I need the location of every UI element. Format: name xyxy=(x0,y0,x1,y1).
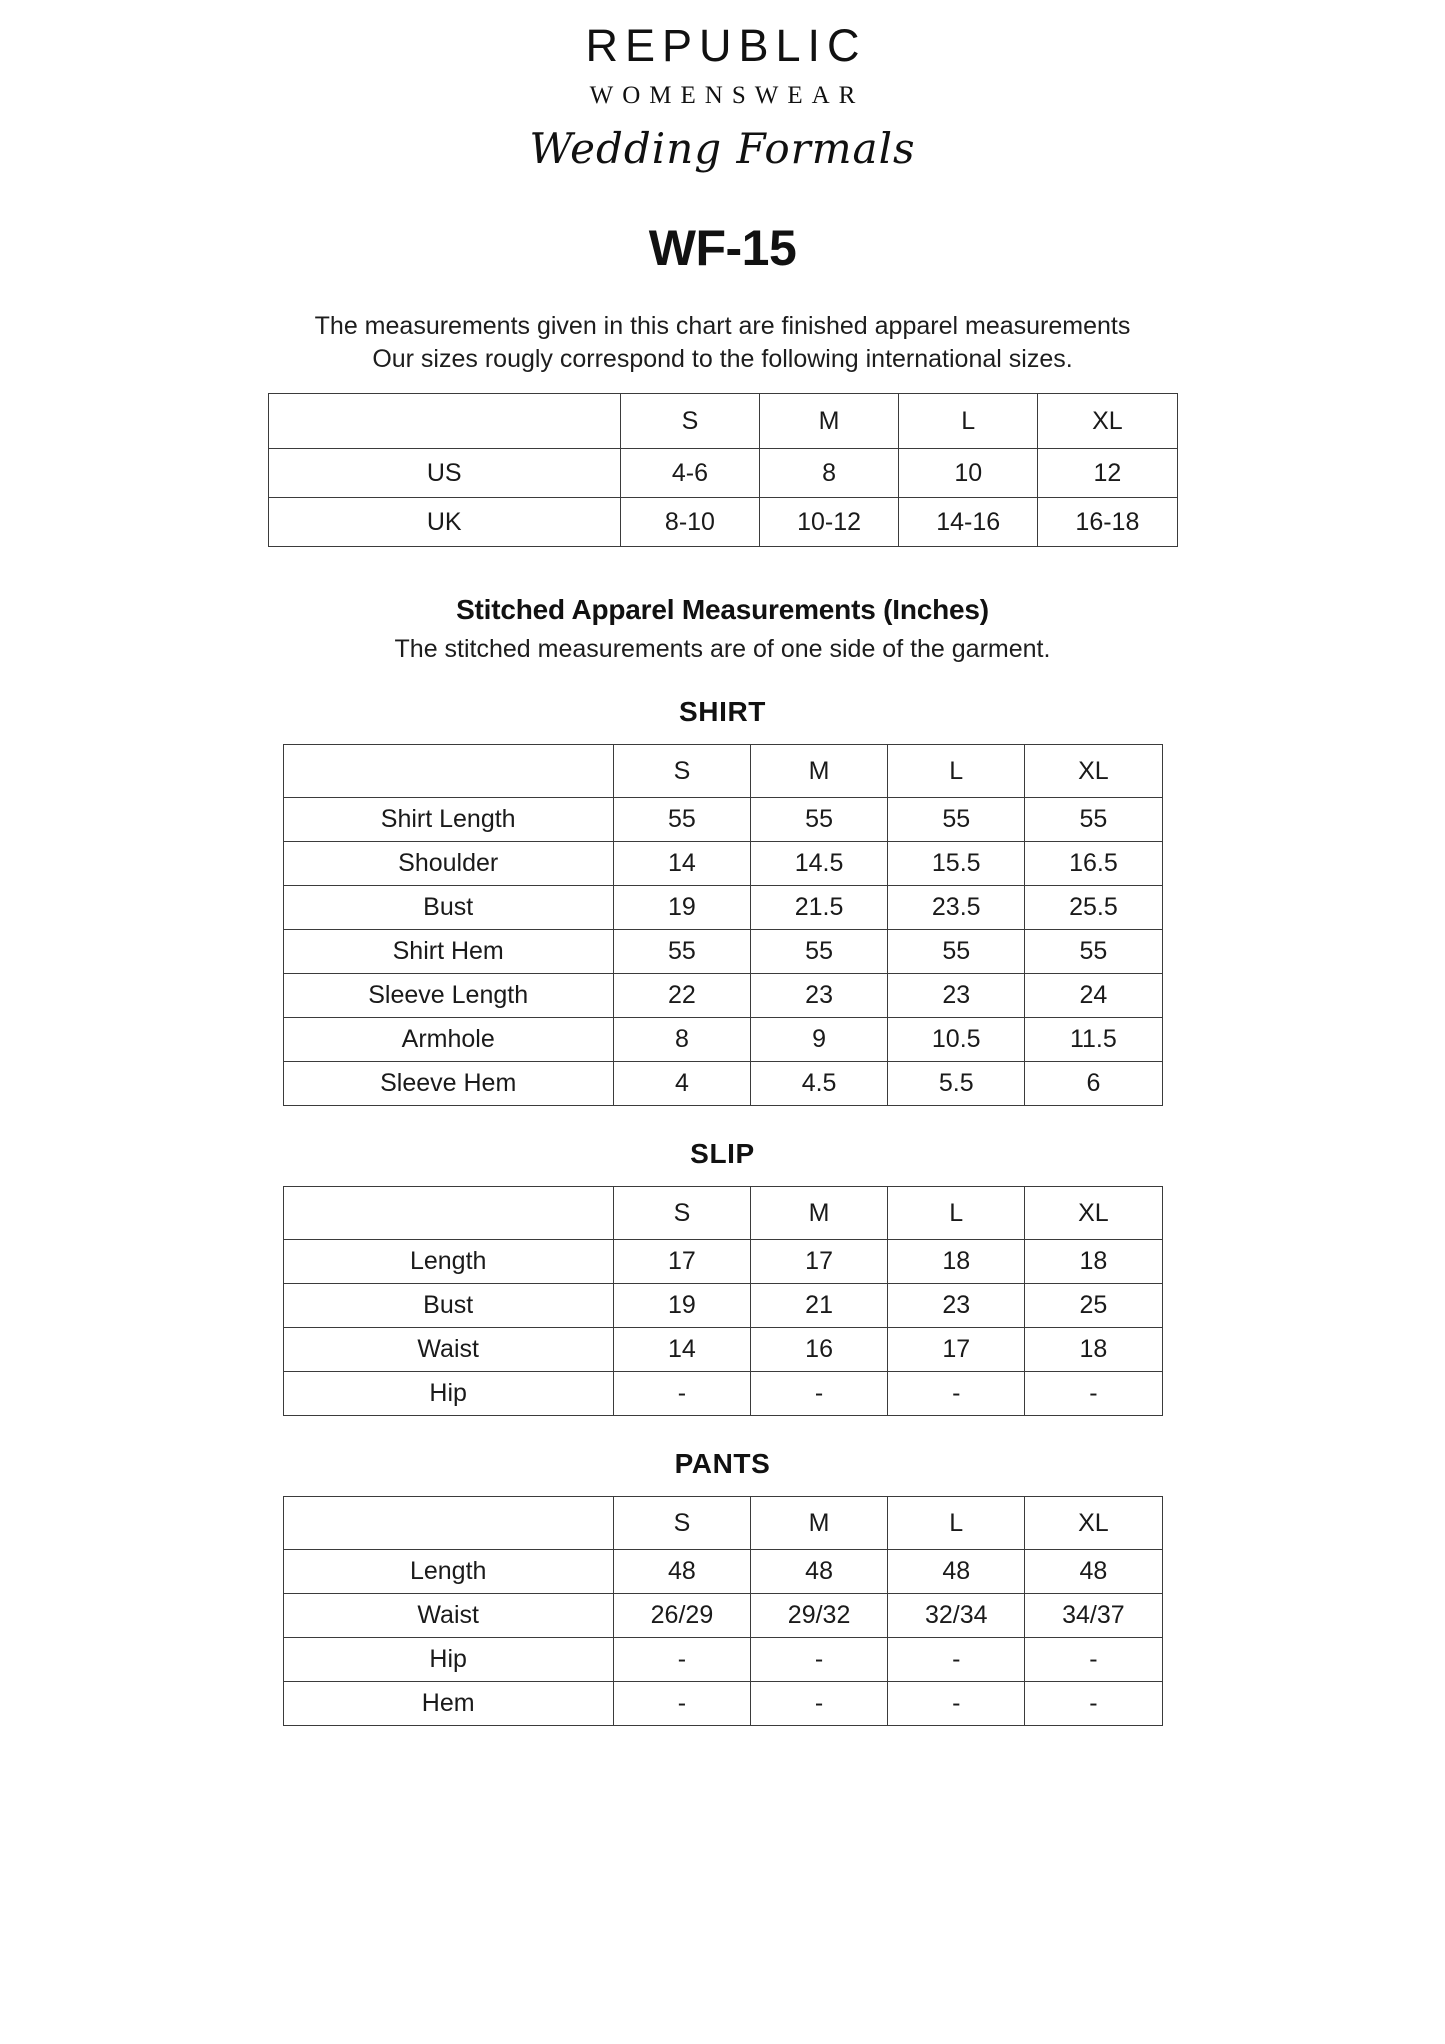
cell-length-m: 17 xyxy=(751,1240,888,1284)
header-cell-s: S xyxy=(613,745,750,798)
header-cell-m: M xyxy=(760,394,899,449)
cell-length-s: 48 xyxy=(613,1550,750,1594)
table-row xyxy=(283,1638,1162,1682)
brand-subtitle: WOMENSWEAR xyxy=(589,82,865,110)
table-row xyxy=(283,930,1162,974)
row-label-shirt-hem: Shirt Hem xyxy=(283,930,613,974)
cell-armhole-xl: 11.5 xyxy=(1025,1018,1162,1062)
cell-waist-m: 29/32 xyxy=(751,1594,888,1638)
cell-waist-xl: 18 xyxy=(1025,1328,1162,1372)
cell-armhole-s: 8 xyxy=(613,1018,750,1062)
international-sizes-table xyxy=(268,393,1178,547)
cell-shirt-hem-l: 55 xyxy=(888,930,1025,974)
cell-us-m: 8 xyxy=(760,449,899,498)
cell-armhole-m: 9 xyxy=(751,1018,888,1062)
row-label-waist: Waist xyxy=(283,1328,613,1372)
cell-hip-l: - xyxy=(888,1638,1025,1682)
row-label-armhole: Armhole xyxy=(283,1018,613,1062)
brand-header xyxy=(0,0,1445,173)
cell-bust-l: 23.5 xyxy=(888,886,1025,930)
cell-sleeve-hem-s: 4 xyxy=(613,1062,750,1106)
header-cell-s: S xyxy=(620,394,759,449)
cell-shirt-length-s: 55 xyxy=(613,798,750,842)
table-row xyxy=(283,798,1162,842)
table-header-row xyxy=(283,1187,1162,1240)
intro-line-1: The measurements given in this chart are finished apparel measurements xyxy=(314,312,1131,341)
header-cell-l: L xyxy=(888,1497,1025,1550)
garment-title-pants: PANTS xyxy=(674,1448,771,1480)
header-cell-blank xyxy=(283,1187,613,1240)
shirt-measurements-table xyxy=(283,744,1163,1106)
cell-hip-m: - xyxy=(751,1372,888,1416)
header-cell-blank xyxy=(283,745,613,798)
cell-length-m: 48 xyxy=(751,1550,888,1594)
header-cell-xl: XL xyxy=(1025,745,1162,798)
cell-hip-m: - xyxy=(751,1638,888,1682)
table-row xyxy=(283,1240,1162,1284)
cell-waist-l: 32/34 xyxy=(888,1594,1025,1638)
header-cell-s: S xyxy=(613,1497,750,1550)
table-row xyxy=(283,1550,1162,1594)
page-bottom-spacer xyxy=(0,1726,1445,1736)
cell-hip-l: - xyxy=(888,1372,1025,1416)
cell-sleeve-length-s: 22 xyxy=(613,974,750,1018)
cell-length-xl: 48 xyxy=(1025,1550,1162,1594)
header-cell-xl: XL xyxy=(1025,1187,1162,1240)
intro-text xyxy=(173,310,1273,375)
cell-waist-s: 14 xyxy=(613,1328,750,1372)
cell-us-l: 10 xyxy=(899,449,1038,498)
row-label-us: US xyxy=(268,449,620,498)
cell-shoulder-s: 14 xyxy=(613,842,750,886)
row-label-bust: Bust xyxy=(283,1284,613,1328)
cell-sleeve-hem-m: 4.5 xyxy=(751,1062,888,1106)
cell-sleeve-length-m: 23 xyxy=(751,974,888,1018)
cell-bust-m: 21 xyxy=(751,1284,888,1328)
header-cell-xl: XL xyxy=(1038,394,1177,449)
cell-armhole-l: 10.5 xyxy=(888,1018,1025,1062)
cell-hip-s: - xyxy=(613,1638,750,1682)
cell-waist-l: 17 xyxy=(888,1328,1025,1372)
header-cell-m: M xyxy=(751,745,888,798)
table-row xyxy=(283,974,1162,1018)
header-cell-l: L xyxy=(888,745,1025,798)
row-label-waist: Waist xyxy=(283,1594,613,1638)
cell-shirt-hem-s: 55 xyxy=(613,930,750,974)
cell-shirt-length-m: 55 xyxy=(751,798,888,842)
cell-waist-m: 16 xyxy=(751,1328,888,1372)
table-row xyxy=(283,1018,1162,1062)
cell-sleeve-hem-l: 5.5 xyxy=(888,1062,1025,1106)
page-title: WF-15 xyxy=(648,220,797,277)
header-cell-xl: XL xyxy=(1025,1497,1162,1550)
cell-hem-s: - xyxy=(613,1682,750,1726)
cell-hip-xl: - xyxy=(1025,1638,1162,1682)
table-row xyxy=(283,842,1162,886)
row-label-sleeve-length: Sleeve Length xyxy=(283,974,613,1018)
cell-hip-xl: - xyxy=(1025,1372,1162,1416)
header-cell-m: M xyxy=(751,1497,888,1550)
cell-hem-m: - xyxy=(751,1682,888,1726)
cell-sleeve-length-xl: 24 xyxy=(1025,974,1162,1018)
cell-length-l: 18 xyxy=(888,1240,1025,1284)
cell-shirt-length-xl: 55 xyxy=(1025,798,1162,842)
cell-shirt-length-l: 55 xyxy=(888,798,1025,842)
table-row xyxy=(283,1372,1162,1416)
cell-uk-l: 14-16 xyxy=(899,498,1038,547)
table-row xyxy=(283,1062,1162,1106)
cell-uk-s: 8-10 xyxy=(620,498,759,547)
cell-bust-s: 19 xyxy=(613,886,750,930)
intro-line-2: Our sizes rougly correspond to the following international sizes. xyxy=(372,344,1073,373)
garment-title-slip: SLIP xyxy=(690,1138,755,1170)
cell-sleeve-length-l: 23 xyxy=(888,974,1025,1018)
table-row xyxy=(268,498,1177,547)
table-row xyxy=(283,1594,1162,1638)
table-row xyxy=(283,1682,1162,1726)
cell-shirt-hem-m: 55 xyxy=(751,930,888,974)
table-row xyxy=(283,1328,1162,1372)
header-cell-m: M xyxy=(751,1187,888,1240)
header-cell-blank xyxy=(283,1497,613,1550)
row-label-length: Length xyxy=(283,1550,613,1594)
garment-title-shirt: SHIRT xyxy=(679,696,766,728)
stitched-heading: Stitched Apparel Measurements (Inches) xyxy=(456,594,989,626)
pants-measurements-table xyxy=(283,1496,1163,1726)
cell-waist-s: 26/29 xyxy=(613,1594,750,1638)
row-label-hip: Hip xyxy=(283,1638,613,1682)
row-label-hip: Hip xyxy=(283,1372,613,1416)
cell-hem-l: - xyxy=(888,1682,1025,1726)
cell-waist-xl: 34/37 xyxy=(1025,1594,1162,1638)
stitched-subheading: The stitched measurements are of one side of the garment. xyxy=(394,635,1051,664)
cell-shirt-hem-xl: 55 xyxy=(1025,930,1162,974)
cell-bust-s: 19 xyxy=(613,1284,750,1328)
row-label-length: Length xyxy=(283,1240,613,1284)
brand-name: REPUBLIC xyxy=(585,20,867,71)
cell-bust-m: 21.5 xyxy=(751,886,888,930)
table-header-row xyxy=(283,745,1162,798)
header-cell-l: L xyxy=(899,394,1038,449)
cell-hem-xl: - xyxy=(1025,1682,1162,1726)
table-row xyxy=(283,1284,1162,1328)
table-row xyxy=(283,886,1162,930)
cell-hip-s: - xyxy=(613,1372,750,1416)
table-row xyxy=(268,449,1177,498)
header-cell-blank xyxy=(268,394,620,449)
cell-bust-xl: 25.5 xyxy=(1025,886,1162,930)
cell-us-s: 4-6 xyxy=(620,449,759,498)
row-label-shoulder: Shoulder xyxy=(283,842,613,886)
row-label-uk: UK xyxy=(268,498,620,547)
cell-shoulder-m: 14.5 xyxy=(751,842,888,886)
cell-shoulder-l: 15.5 xyxy=(888,842,1025,886)
brand-script-label: Wedding Formals xyxy=(529,124,916,174)
cell-length-s: 17 xyxy=(613,1240,750,1284)
stitched-section-header xyxy=(0,594,1445,664)
cell-length-l: 48 xyxy=(888,1550,1025,1594)
cell-sleeve-hem-xl: 6 xyxy=(1025,1062,1162,1106)
cell-us-xl: 12 xyxy=(1038,449,1177,498)
table-header-row xyxy=(283,1497,1162,1550)
row-label-sleeve-hem: Sleeve Hem xyxy=(283,1062,613,1106)
cell-shoulder-xl: 16.5 xyxy=(1025,842,1162,886)
header-cell-s: S xyxy=(613,1187,750,1240)
slip-measurements-table xyxy=(283,1186,1163,1416)
cell-uk-xl: 16-18 xyxy=(1038,498,1177,547)
cell-bust-xl: 25 xyxy=(1025,1284,1162,1328)
row-label-shirt-length: Shirt Length xyxy=(283,798,613,842)
table-header-row xyxy=(268,394,1177,449)
cell-uk-m: 10-12 xyxy=(760,498,899,547)
row-label-hem: Hem xyxy=(283,1682,613,1726)
cell-bust-l: 23 xyxy=(888,1284,1025,1328)
cell-length-xl: 18 xyxy=(1025,1240,1162,1284)
row-label-bust: Bust xyxy=(283,886,613,930)
header-cell-l: L xyxy=(888,1187,1025,1240)
